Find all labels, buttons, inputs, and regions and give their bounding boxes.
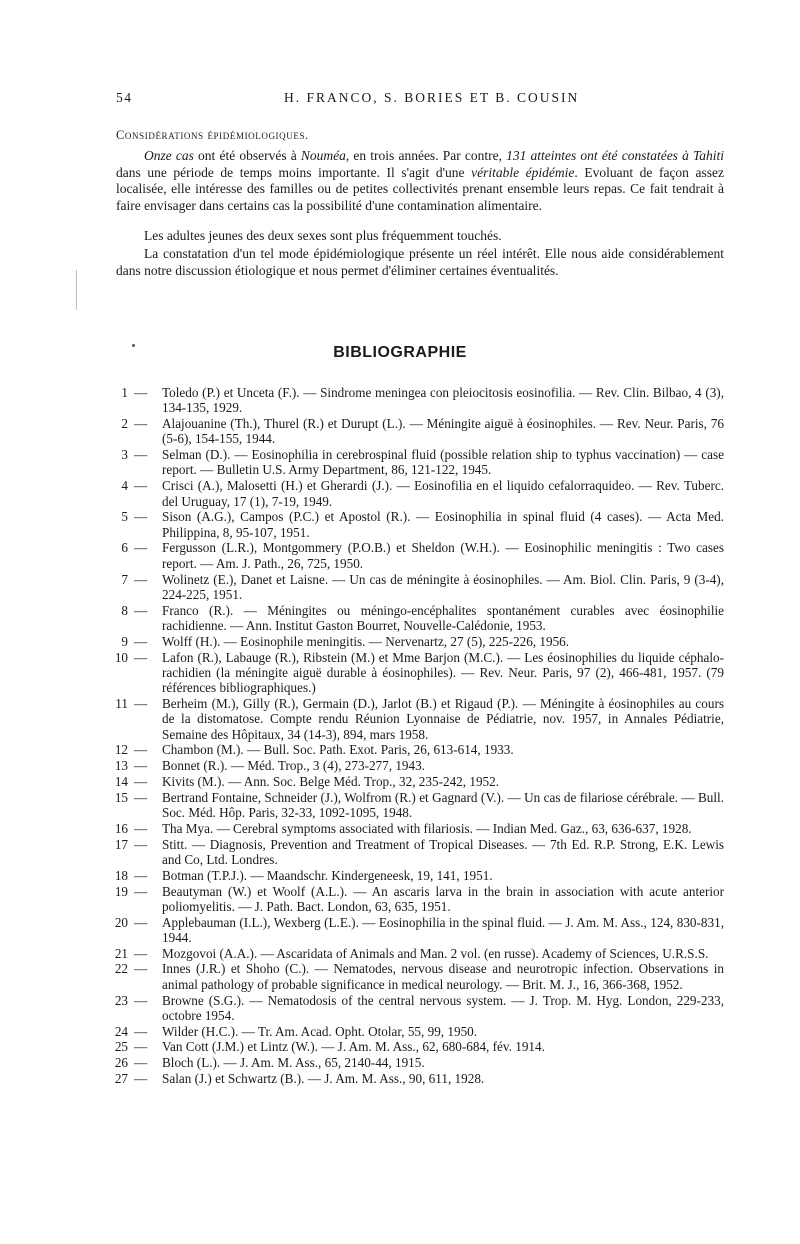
- reference-item: [112, 509, 724, 540]
- reference-dash: —: [134, 1039, 148, 1055]
- reference-dash: —: [134, 789, 148, 805]
- reference-dash: —: [134, 867, 148, 883]
- reference-number: 5: [121, 509, 128, 525]
- reference-dash: —: [134, 509, 148, 525]
- reference-list: [112, 385, 724, 1087]
- reference-item: [112, 774, 724, 789]
- reference-item: [112, 821, 724, 836]
- reference-item: [112, 478, 724, 509]
- reference-number: 22: [114, 961, 128, 977]
- reference-item: [112, 946, 724, 961]
- reference-item: [112, 416, 724, 447]
- reference-number: 16: [114, 820, 128, 836]
- reference-number: 15: [114, 789, 128, 805]
- paragraph-text: Les adultes jeunes des deux sexes sont plus fréquemment touchés.: [144, 228, 502, 243]
- reference-number: 11: [115, 695, 128, 711]
- reference-number: 2: [121, 416, 128, 432]
- reference-text: Beautyman (W.) et Woolf (A.L.). — An ascaris larva in the brain in association with acute anterior poliomyelitis. — J. Path. Bact. London, 63, 635, 1951.: [162, 883, 724, 914]
- reference-dash: —: [134, 602, 148, 618]
- reference-text: Wolinetz (E.), Danet et Laisne. — Un cas de méningite à éosinophiles. — Am. Biol. Clin. Paris, 9 (3-4), 224-225, 1951.: [162, 571, 724, 602]
- reference-text: Bonnet (R.). — Méd. Trop., 3 (4), 273-277, 1943.: [162, 758, 426, 774]
- reference-number: 25: [114, 1039, 128, 1055]
- section-heading: Considérations épidémiologiques.: [116, 128, 309, 142]
- reference-text: Fergusson (L.R.), Montgommery (P.O.B.) et Sheldon (W.H.). — Eosinophilic meningitis : Two cases report. — Am. J. Path., 26, 725, 1950.: [162, 540, 724, 571]
- reference-item: [112, 790, 724, 821]
- paragraph-text: , en trois années. Par contre,: [345, 148, 507, 163]
- reference-dash: —: [134, 836, 148, 852]
- reference-text: Alajouanine (Th.), Thurel (R.) et Durupt (L.). — Méningite aiguë à éosinophiles. — Rev. Neur. Paris, 76 (5-6), 154-155, 1944.: [162, 416, 724, 447]
- reference-number: 19: [114, 883, 128, 899]
- reference-number: 6: [121, 540, 128, 556]
- reference-number: 13: [114, 758, 128, 774]
- reference-number: 3: [121, 447, 128, 463]
- reference-text: Applebauman (I.L.), Wexberg (L.E.). — Eosinophilia in the spinal fluid. — J. Am. M. Ass., 124, 830-831, 1944.: [162, 914, 724, 945]
- reference-dash: —: [134, 992, 148, 1008]
- reference-text: Selman (D.). — Eosinophilia in cerebrospinal fluid (possible relation ship to typhus vaccination) — case report. — Bulletin U.S. Army Department, 86, 121-122, 1945.: [162, 447, 724, 478]
- reference-dash: —: [134, 758, 148, 774]
- reference-text: Chambon (M.). — Bull. Soc. Path. Exot. Paris, 26, 613-614, 1933.: [162, 742, 514, 758]
- reference-text: Wolff (H.). — Eosinophile meningitis. — Nervenartz, 27 (5), 225-226, 1956.: [162, 633, 570, 649]
- reference-dash: —: [134, 1055, 148, 1071]
- reference-text: Crisci (A.), Malosetti (H.) et Gherardi (J.). — Eosinofilia en el liquido cefalorraquideo. — Rev. Tuberc. del Uruguay, 17 (1), 7-19, 1949.: [162, 478, 724, 509]
- paragraph-text: Nouméa: [300, 148, 346, 163]
- reference-text: Bloch (L.). — J. Am. M. Ass., 65, 2140-44, 1915.: [162, 1055, 425, 1071]
- reference-dash: —: [134, 478, 148, 494]
- reference-dash: —: [134, 695, 148, 711]
- reference-text: Tha Mya. — Cerebral symptoms associated with filariosis. — Indian Med. Gaz., 63, 636-637, 1928.: [162, 820, 692, 836]
- reference-item: [112, 1071, 724, 1086]
- reference-text: Toledo (P.) et Unceta (F.). — Sindrome meningea con pleiocitosis eosinofilia. — Rev. Clin. Bilbao, 4 (3), 134-135, 1929.: [162, 385, 724, 416]
- reference-item: [112, 696, 724, 742]
- reference-item: [112, 650, 724, 696]
- paragraph-text: La constatation d'un tel mode épidémiologique présente un réel intérêt. Elle nous aide considérablement dans notre discussion étiologique et nous permet d'éliminer certaines éventualités.: [116, 246, 724, 278]
- reference-text: Wilder (H.C.). — Tr. Am. Acad. Opht. Otolar, 55, 99, 1950.: [162, 1023, 478, 1039]
- paragraph-conclusion: [116, 246, 724, 279]
- page-number: 54: [116, 90, 133, 105]
- reference-number: 9: [121, 633, 128, 649]
- reference-text: Innes (J.R.) et Shoho (C.). — Nematodes, nervous disease and neurotropic infection. Observations in animal pathology of probable significance in medical neurology. — Brit. M. J., 16, 366-368, 1952.: [162, 961, 724, 992]
- paragraph-text: Onze cas: [144, 148, 194, 163]
- paragraph-text: dans une période de temps moins importante. Il s'agit d'une: [116, 164, 472, 180]
- reference-text: Sison (A.G.), Campos (P.C.) et Apostol (R.). — Eosinophilia in spinal fluid (4 cases). — Acta Med. Philippina, 8, 95-107, 1951.: [162, 509, 724, 540]
- reference-item: [112, 540, 724, 571]
- reference-number: 1: [121, 385, 128, 400]
- reference-dash: —: [134, 773, 148, 789]
- reference-item: [112, 385, 724, 416]
- margin-mark: [76, 270, 77, 310]
- reference-number: 23: [114, 992, 128, 1008]
- reference-item: [112, 1024, 724, 1039]
- reference-item: [112, 837, 724, 868]
- reference-item: [112, 603, 724, 634]
- paragraph-text: . Evoluant de façon assez localisée, elle intéresse des familles ou de petites collectivités prenant ensemble leurs repas. Ce fait tendrait à faire envisager dans certains cas la possibilité d'une contamination alimentaire.: [116, 164, 724, 213]
- reference-item: [112, 868, 724, 883]
- reference-text: Lafon (R.), Labauge (R.), Ribstein (M.) et Mme Barjon (M.C.). — Les éosinophilies du liquide céphalo-rachidien (la méningite aiguë durable à éosinophiles). — Rev. Neur. Paris, 97 (2), 466-481, 1957. (79 références bibliographiques.): [162, 649, 724, 696]
- reference-dash: —: [134, 540, 148, 556]
- reference-number: 20: [114, 914, 128, 930]
- paragraph-epidemiology: [116, 148, 724, 214]
- reference-number: 17: [114, 836, 128, 852]
- reference-text: Bertrand Fontaine, Schneider (J.), Wolfrom (R.) et Gagnard (V.). — Un cas de filariose cérébrale. — Bull. Soc. Méd. Hôp. Paris, 32-33, 1092-1095, 1948.: [162, 789, 724, 821]
- reference-dash: —: [134, 945, 148, 961]
- reference-text: Kivits (M.). — Ann. Soc. Belge Méd. Trop., 32, 235-242, 1952.: [162, 773, 500, 789]
- reference-item: [112, 961, 724, 992]
- reference-text: Mozgovoi (A.A.). — Ascaridata of Animals and Man. 2 vol. (en russe). Academy of Sciences, U.R.S.S.: [162, 945, 709, 961]
- reference-dash: —: [134, 961, 148, 977]
- reference-dash: —: [134, 883, 148, 899]
- reference-item: [112, 572, 724, 603]
- reference-item: [112, 742, 724, 757]
- reference-text: Berheim (M.), Gilly (R.), Germain (D.), Jarlot (B.) et Rigaud (P.). — Méningite à éosinophiles au cours de la distomatose. Compte rendu Réunion Lyonnaise de Pédiatrie, nov. 1957, in Annales Pédiatrie, Semaine des Hôpitaux, 34 (14-3), 894, mars 1958.: [162, 695, 724, 742]
- paragraph-text: 131 atteintes ont été constatées à Tahiti: [506, 148, 725, 163]
- reference-dash: —: [134, 385, 148, 400]
- reference-number: 14: [114, 773, 128, 789]
- paragraph-text: ont été observés à: [193, 148, 301, 163]
- reference-text: Browne (S.G.). — Nematodosis of the central nervous system. — J. Trop. M. Hyg. London, 229-233, octobre 1954.: [162, 992, 724, 1023]
- reference-number: 26: [114, 1055, 128, 1071]
- reference-number: 4: [121, 478, 128, 494]
- reference-dash: —: [134, 1071, 148, 1087]
- reference-number: 21: [114, 945, 128, 961]
- reference-text: Franco (R.). — Méningites ou méningo-encéphalites spontanément curables avec éosinophilie rachidienne. — Ann. Institut Gaston Bourret, Nouvelle-Calédonie, 1953.: [162, 602, 724, 633]
- reference-item: [112, 447, 724, 478]
- reference-item: [112, 993, 724, 1024]
- reference-number: 8: [121, 602, 128, 618]
- reference-item: [112, 1055, 724, 1070]
- reference-item: [112, 634, 724, 649]
- reference-dash: —: [134, 447, 148, 463]
- reference-text: Van Cott (J.M.) et Lintz (W.). — J. Am. M. Ass., 62, 680-684, fév. 1914.: [162, 1039, 545, 1055]
- reference-dash: —: [134, 820, 148, 836]
- reference-number: 27: [114, 1071, 128, 1087]
- reference-text: Stitt. — Diagnosis, Prevention and Treatment of Tropical Diseases. — 7th Ed. R.P. Strong, E.K. Lewis and Co, Ltd. Londres.: [162, 836, 724, 867]
- reference-item: [112, 915, 724, 946]
- reference-item: [112, 884, 724, 915]
- running-header: [116, 90, 736, 110]
- reference-number: 24: [114, 1023, 128, 1039]
- reference-dash: —: [134, 914, 148, 930]
- reference-number: 10: [114, 649, 128, 665]
- reference-item: [112, 1039, 724, 1054]
- paragraph-text: véritable épidémie: [471, 164, 575, 180]
- reference-dash: —: [134, 416, 148, 432]
- reference-dash: —: [134, 742, 148, 758]
- reference-number: 18: [114, 867, 128, 883]
- reference-text: Salan (J.) et Schwartz (B.). — J. Am. M. Ass., 90, 611, 1928.: [162, 1071, 485, 1087]
- reference-dash: —: [134, 1023, 148, 1039]
- header-authors: H. FRANCO, S. BORIES ET B. COUSIN: [284, 90, 580, 105]
- reference-number: 7: [121, 571, 128, 587]
- reference-dash: —: [134, 571, 148, 587]
- reference-number: 12: [114, 742, 128, 758]
- reference-dash: —: [134, 633, 148, 649]
- bibliography-title: BIBLIOGRAPHIE: [333, 344, 467, 361]
- paragraph-adults: [116, 228, 724, 245]
- reference-item: [112, 758, 724, 773]
- reference-dash: —: [134, 649, 148, 665]
- reference-text: Botman (T.P.J.). — Maandschr. Kindergeneesk, 19, 141, 1951.: [162, 867, 493, 883]
